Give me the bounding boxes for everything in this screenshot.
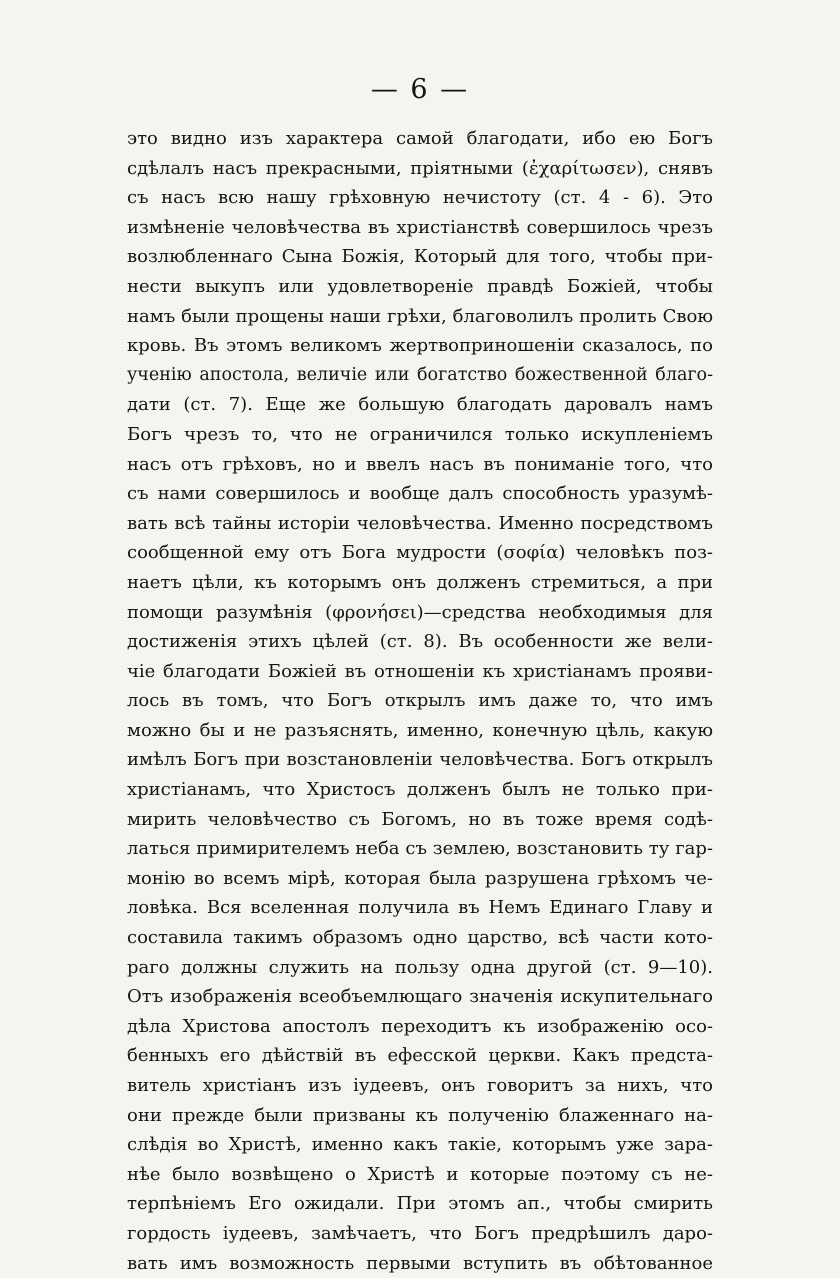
text-line: помощи разумѣнiя (φρονήσει)—средства необходимыя для xyxy=(127,601,713,623)
text-line: это видно изъ характера самой благодати, ибо ею Богъ xyxy=(127,128,713,149)
text-line: дати (ст. 7). Еще же большую благодать даровалъ намъ xyxy=(127,394,713,416)
text-line: лось въ томъ, что Богъ открылъ имъ даже то, что имъ xyxy=(127,690,713,712)
text-line: достиженiя этихъ цѣлей (ст. 8). Въ особенности же вели- xyxy=(127,631,713,653)
text-line: вать имъ возможность первыми вступить въ обѣтованное xyxy=(127,1252,713,1274)
text-line: латься примирителемъ неба съ землею, возстановить ту гар- xyxy=(127,838,713,860)
text-line: возлюбленнаго Сына Божiя, Который для того, чтобы при- xyxy=(127,246,713,268)
page-number: — 6 — xyxy=(370,74,470,105)
text-line: гордость iудеевъ, замѣчаетъ, что Богъ предрѣшилъ даро- xyxy=(127,1222,713,1244)
text-line: съ нами совершилось и вообще далъ способность уразумѣ- xyxy=(127,483,713,505)
text-line: чiе благодати Божiей въ отношенiи къ христiанамъ прояви- xyxy=(127,660,713,682)
text-line: вать всѣ тайны исторiи человѣчества. Именно посредствомъ xyxy=(127,512,713,534)
text-line: монiю во всемъ мiрѣ, которая была разрушена грѣхомъ че- xyxy=(127,867,713,889)
text-line: сообщенной ему отъ Бога мудрости (σοφία) человѣкъ поз- xyxy=(127,542,713,564)
paragraph-2 xyxy=(127,982,713,1278)
text-line: дѣла Христова апостолъ переходитъ къ изображенiю осо- xyxy=(127,1015,713,1037)
text-line: мирить человѣчество съ Богомъ, но въ тоже время содѣ- xyxy=(127,808,713,830)
text-line: можно бы и не разъяснять, именно, конечную цѣль, какую xyxy=(127,719,713,741)
text-line: бенныхъ его дѣйствiй въ ефесской церкви. Какъ предста- xyxy=(127,1045,713,1067)
text-line: кровь. Въ этомъ великомъ жертвоприношенiи сказалось, по xyxy=(127,335,713,357)
text-line: Богъ чрезъ то, что не ограничился только искупленiемъ xyxy=(127,423,713,445)
text-line: имѣлъ Богъ при возстановленiи человѣчества. Богъ открылъ xyxy=(127,749,713,771)
text-line: сдѣлалъ насъ прекрасными, прiятными (ἐχαρίτωσεν), снявъ xyxy=(127,157,713,179)
text-line: терпѣнiемъ Его ожидали. При этомъ ап., чтобы смирить xyxy=(127,1193,713,1215)
text-line: наетъ цѣли, къ которымъ онъ долженъ стремиться, а при xyxy=(127,571,713,593)
text-line: ловѣка. Вся вселенная получила въ Немъ Единаго Главу и xyxy=(127,897,713,919)
text-line: нѣе было возвѣщено о Христѣ и которые поэтому съ не- xyxy=(127,1163,713,1185)
text-line: измѣненiе человѣчества въ христiанствѣ совершилось чрезъ xyxy=(127,216,713,238)
text-line: Отъ изображенiя всеобъемлющаго значенiя искупительнаго xyxy=(127,986,713,1008)
paragraph-1 xyxy=(127,124,713,982)
text-line: ученiю апостола, величiе или богатство божественной благо- xyxy=(127,364,713,385)
text-line: христiанамъ, что Христосъ долженъ былъ не только при- xyxy=(127,779,713,801)
text-line: намъ были прощены наши грѣхи, благоволилъ пролить Свою xyxy=(127,305,713,327)
text-line: они прежде были призваны къ полученiю блаженнаго на- xyxy=(127,1104,713,1126)
body-text xyxy=(127,124,713,1278)
text-line: составила такимъ образомъ одно царство, всѣ части кото- xyxy=(127,927,713,949)
text-line: съ насъ всю нашу грѣховную нечистоту (ст. 4 - 6). Это xyxy=(127,187,713,209)
text-line: нести выкупъ или удовлетворенiе правдѣ Божiей, чтобы xyxy=(127,275,713,297)
text-line: раго должны служить на пользу одна другой (ст. 9—10). xyxy=(127,956,713,978)
text-line: насъ отъ грѣховъ, но и ввелъ насъ въ пониманiе того, что xyxy=(127,453,713,475)
text-line: витель христiанъ изъ iудеевъ, онъ говоритъ за нихъ, что xyxy=(127,1075,713,1096)
text-line: слѣдiя во Христѣ, именно какъ такiе, которымъ уже зара- xyxy=(127,1134,713,1156)
